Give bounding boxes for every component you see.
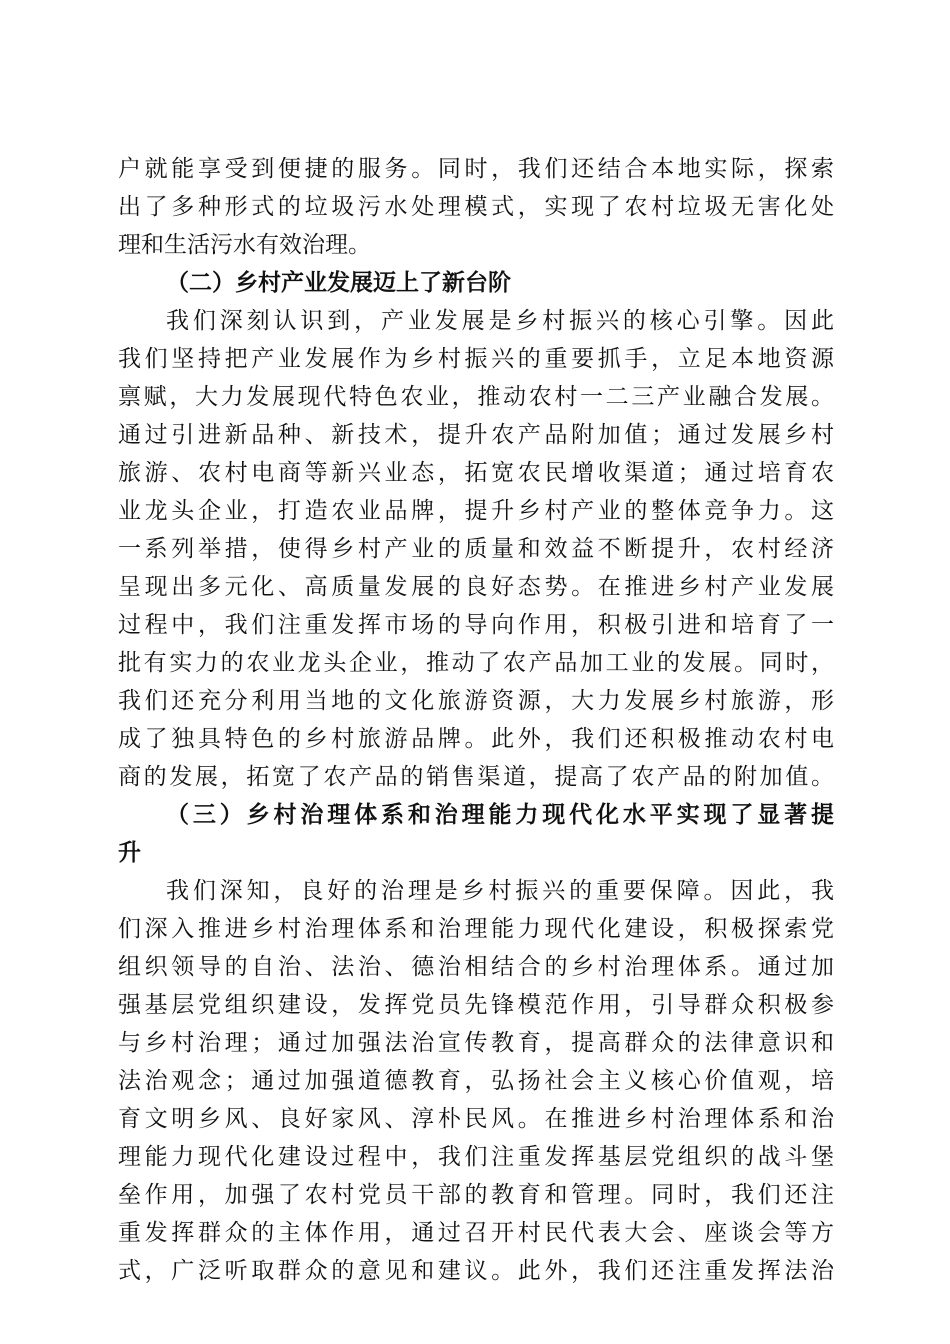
text-line: 出了多种形式的垃圾污水处理模式，实现了农村垃圾无害化处 xyxy=(118,194,834,220)
text-line: 业龙头企业，打造农业品牌，提升乡村产业的整体竞争力。这 xyxy=(118,498,834,524)
paragraph-governance xyxy=(118,872,834,1290)
heading-line: 升 xyxy=(118,839,141,866)
text-line: 旅游、农村电商等新兴业态，拓宽农民增收渠道；通过培育农 xyxy=(118,460,834,486)
text-line: 过程中，我们注重发挥市场的导向作用，积极引进和培育了一 xyxy=(118,612,834,638)
text-line: 法治观念；通过加强道德教育，弘扬社会主义核心价值观，培 xyxy=(118,1068,834,1094)
heading-line: （二）乡村产业发展迈上了新台阶 xyxy=(166,269,511,296)
text-line: 商的发展，拓宽了农产品的销售渠道，提高了农产品的附加值。 xyxy=(118,764,834,790)
text-line: 组织领导的自治、法治、德治相结合的乡村治理体系。通过加 xyxy=(118,954,834,980)
heading-line: （三）乡村治理体系和治理能力现代化水平实现了显著提 xyxy=(166,801,834,828)
text-line: 式，广泛听取群众的意见和建议。此外，我们还注重发挥法治 xyxy=(118,1258,834,1284)
text-line: 理和生活污水有效治理。 xyxy=(118,232,371,258)
text-line: 我们还充分利用当地的文化旅游资源，大力发展乡村旅游，形 xyxy=(118,688,834,714)
section-heading-2 xyxy=(118,264,834,302)
text-line: 禀赋，大力发展现代特色农业，推动农村一二三产业融合发展。 xyxy=(118,384,834,410)
text-line: 理能力现代化建设过程中，我们注重发挥基层党组织的战斗堡 xyxy=(118,1144,834,1170)
text-line: 一系列举措，使得乡村产业的质量和效益不断提升，农村经济 xyxy=(118,536,834,562)
text-line: 户就能享受到便捷的服务。同时，我们还结合本地实际，探索 xyxy=(118,156,834,182)
text-line: 育文明乡风、良好家风、淳朴民风。在推进乡村治理体系和治 xyxy=(118,1106,834,1132)
paragraph-continuation xyxy=(118,150,834,264)
text-line: 与乡村治理；通过加强法治宣传教育，提高群众的法律意识和 xyxy=(118,1030,834,1056)
section-heading-3 xyxy=(118,796,834,872)
text-line: 通过引进新品种、新技术，提升农产品附加值；通过发展乡村 xyxy=(118,422,834,448)
text-line: 我们深知，良好的治理是乡村振兴的重要保障。因此，我 xyxy=(166,878,834,904)
text-line: 们深入推进乡村治理体系和治理能力现代化建设，积极探索党 xyxy=(118,916,834,942)
text-line: 我们深刻认识到，产业发展是乡村振兴的核心引擎。因此 xyxy=(166,308,834,334)
text-line: 我们坚持把产业发展作为乡村振兴的重要抓手，立足本地资源 xyxy=(118,346,834,372)
text-line: 成了独具特色的乡村旅游品牌。此外，我们还积极推动农村电 xyxy=(118,726,834,752)
text-line: 呈现出多元化、高质量发展的良好态势。在推进乡村产业发展 xyxy=(118,574,834,600)
text-line: 强基层党组织建设，发挥党员先锋模范作用，引导群众积极参 xyxy=(118,992,834,1018)
paragraph-industry xyxy=(118,302,834,796)
text-line: 垒作用，加强了农村党员干部的教育和管理。同时，我们还注 xyxy=(118,1182,834,1208)
document-page xyxy=(118,150,834,1290)
text-line: 批有实力的农业龙头企业，推动了农产品加工业的发展。同时， xyxy=(118,650,834,676)
text-line: 重发挥群众的主体作用，通过召开村民代表大会、座谈会等方 xyxy=(118,1220,834,1246)
